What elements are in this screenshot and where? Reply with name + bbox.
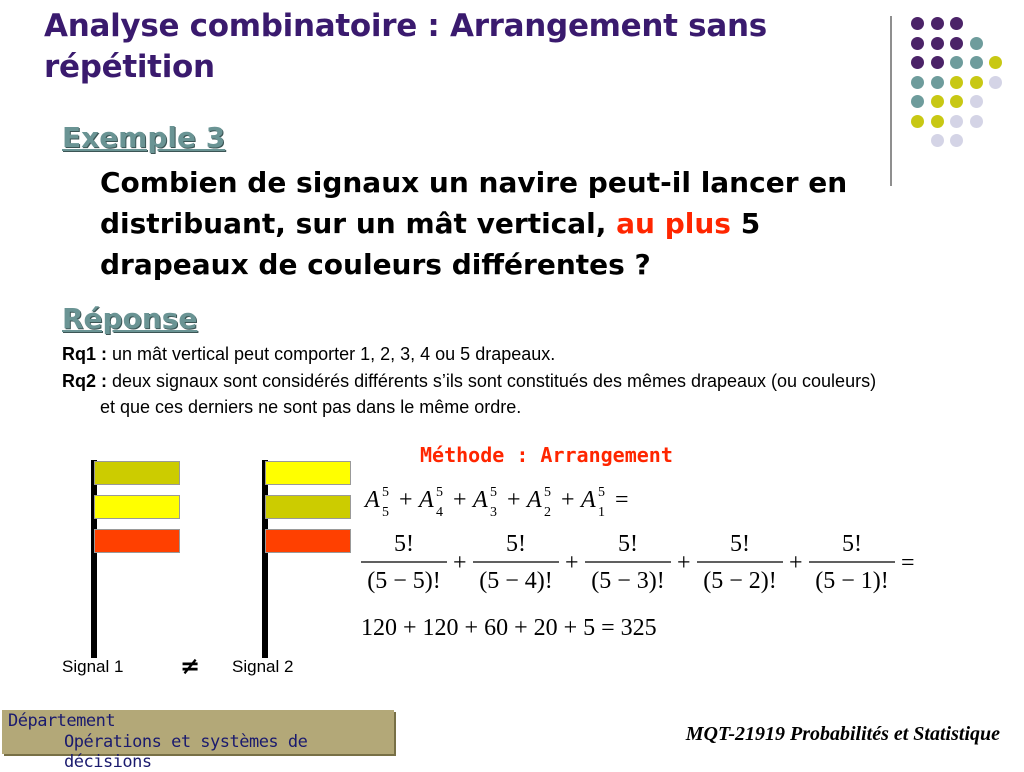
arrangement-superscript: 5: [436, 485, 443, 500]
decorative-dot: [931, 17, 944, 30]
decorative-dot: [970, 56, 983, 69]
signal-2-flag-1: [265, 461, 351, 485]
question-text-2: 5 drapeaux de couleurs différentes ?: [100, 207, 761, 281]
example-question: [100, 162, 880, 285]
formula-line-3: 120 + 120 + 60 + 20 + 5 = 325: [361, 615, 657, 641]
arrangement-superscript: 5: [598, 485, 605, 500]
fraction-denominator: (5 − 4)!: [479, 568, 553, 594]
method-label: Méthode : Arrangement: [420, 443, 673, 467]
department-line-1: Département: [8, 711, 116, 731]
example-heading: Exemple 3: [62, 121, 226, 154]
fraction-denominator: (5 − 1)!: [815, 568, 889, 594]
decorative-dot: [970, 95, 983, 108]
decorative-dot: [970, 37, 983, 50]
formula-line-1: [363, 485, 629, 520]
decorative-dot: [931, 56, 944, 69]
signal-1-flag-1: [94, 461, 180, 485]
formula-operator: +: [399, 487, 413, 513]
formula-operator: +: [453, 550, 467, 576]
signal-1-flag-3: [94, 529, 180, 553]
formula-operator: +: [507, 487, 521, 513]
course-name: MQT-21919 Probabilités et Statistique: [685, 723, 1000, 745]
signal-1-label: Signal 1: [62, 657, 124, 676]
arrangement-symbol: A: [527, 487, 542, 513]
arrangement-formula: [355, 475, 915, 645]
remark-1-label: Rq1 :: [62, 344, 107, 364]
signal-2-label: Signal 2: [232, 657, 294, 676]
arrangement-symbol: A: [365, 487, 380, 513]
formula-operator: +: [453, 487, 467, 513]
decorative-dot: [989, 56, 1002, 69]
fraction-numerator: 5!: [394, 531, 414, 557]
decorative-dot: [911, 95, 924, 108]
fraction-denominator: (5 − 5)!: [367, 568, 441, 594]
decorative-dot: [931, 37, 944, 50]
remark-1-text: un mât vertical peut comporter 1, 2, 3, 4 ou 5 drapeaux.: [107, 344, 556, 364]
decorative-dot: [931, 95, 944, 108]
decorative-dot: [911, 37, 924, 50]
decorative-dot: [931, 76, 944, 89]
arrangement-superscript: 5: [382, 485, 389, 500]
decorative-dot: [970, 115, 983, 128]
signal-2-flag-2: [265, 495, 351, 519]
decorative-dot: [950, 17, 963, 30]
signal-2-flag-3: [265, 529, 351, 553]
remark-2: [62, 368, 890, 420]
slide-title: Analyse combinatoire : Arrangement sans répétition: [44, 8, 767, 85]
remark-1: [62, 341, 862, 367]
formula-operator: +: [789, 550, 803, 576]
decorative-dot: [970, 76, 983, 89]
decorative-dot: [950, 37, 963, 50]
title-divider: [890, 16, 892, 186]
formula-operator: +: [677, 550, 691, 576]
question-highlight: au plus: [616, 207, 731, 240]
not-equal-icon: ≠: [180, 652, 201, 680]
arrangement-subscript: 1: [598, 505, 605, 520]
remark-2-label: Rq2 :: [62, 371, 107, 391]
fraction-denominator: (5 − 2)!: [703, 568, 777, 594]
decorative-dot: [950, 95, 963, 108]
arrangement-subscript: 4: [436, 505, 443, 520]
formula-operator: +: [565, 550, 579, 576]
decorative-dot: [950, 76, 963, 89]
decorative-dot: [931, 134, 944, 147]
fraction-numerator: 5!: [730, 531, 750, 557]
arrangement-symbol: A: [473, 487, 488, 513]
arrangement-superscript: 5: [544, 485, 551, 500]
formula-line-2: [361, 531, 915, 594]
fraction-numerator: 5!: [618, 531, 638, 557]
decorative-dot: [931, 115, 944, 128]
fraction-numerator: 5!: [842, 531, 862, 557]
arrangement-subscript: 3: [490, 505, 497, 520]
question-text-1: Combien de signaux un navire peut-il lancer en distribuant, sur un mât vertical,: [100, 166, 848, 240]
department-line-2: Opérations et systèmes de décisions: [64, 732, 308, 772]
decorative-dot: [950, 115, 963, 128]
arrangement-superscript: 5: [490, 485, 497, 500]
answer-heading: Réponse: [62, 302, 198, 335]
signal-2-mast: [262, 460, 268, 658]
department-logo: [2, 710, 394, 772]
arrangement-symbol: A: [581, 487, 596, 513]
decorative-dot: [911, 17, 924, 30]
decorative-dot: [911, 76, 924, 89]
formula-operator: =: [615, 487, 629, 513]
decorative-dot: [911, 56, 924, 69]
remark-2-text: deux signaux sont considérés différents s’ils sont constitués des mêmes drapeaux (ou couleurs) et que ces derniers ne sont pas dans le même ordre.: [100, 371, 877, 417]
fraction-denominator: (5 − 3)!: [591, 568, 665, 594]
decorative-dot: [989, 76, 1002, 89]
fraction-numerator: 5!: [506, 531, 526, 557]
formula-operator: =: [901, 550, 915, 576]
arrangement-subscript: 5: [382, 505, 389, 520]
decorative-dot: [950, 134, 963, 147]
arrangement-symbol: A: [419, 487, 434, 513]
formula-operator: +: [561, 487, 575, 513]
arrangement-subscript: 2: [544, 505, 551, 520]
signal-1-mast: [91, 460, 97, 658]
decorative-dot: [950, 56, 963, 69]
signal-1-flag-2: [94, 495, 180, 519]
decorative-dot: [911, 115, 924, 128]
